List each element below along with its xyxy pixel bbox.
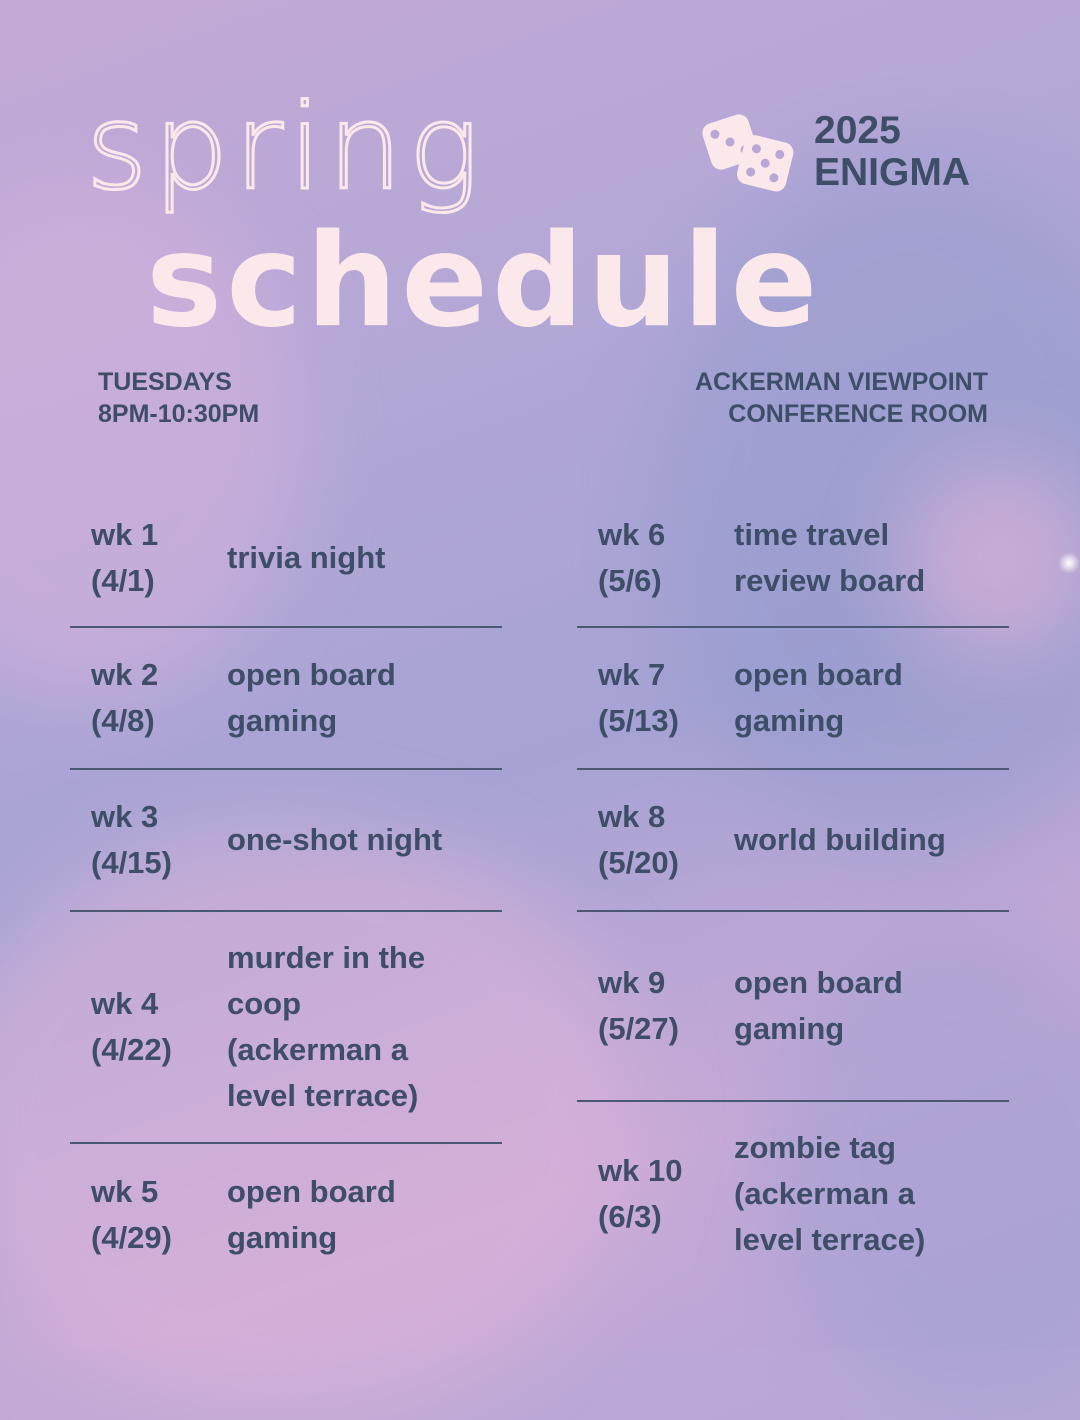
schedule-row [577,490,1009,626]
year-label: 2025 [814,109,901,152]
week-number: wk 6 [598,517,666,552]
week-date: (4/29) [91,1220,172,1255]
event-name [227,817,497,863]
week-label [91,1169,221,1261]
event-name [734,652,1004,744]
event-name-line: gaming [227,703,338,738]
schedule-row [70,628,502,768]
event-name [227,535,497,581]
week-date: (6/3) [598,1199,662,1234]
week-number: wk 1 [91,517,159,552]
week-date: (4/8) [91,703,155,738]
event-name [734,1125,1004,1263]
week-label [598,960,728,1052]
event-name-line: (ackerman a [734,1176,915,1211]
event-name-line: time travel [734,517,890,552]
event-name-line: trivia night [227,540,386,575]
week-label [598,1148,728,1240]
event-name-line: coop [227,986,302,1021]
event-name-line: one-shot night [227,822,443,857]
location-line-2: CONFERENCE ROOM [728,400,988,428]
event-name-line: world building [734,822,946,857]
event-name-line: open board [227,657,396,692]
event-name-line: level terrace) [734,1222,926,1257]
week-number: wk 10 [598,1153,683,1188]
schedule-row [70,770,502,910]
week-label [598,512,728,604]
week-label [91,512,221,604]
week-number: wk 2 [91,657,159,692]
meeting-time [98,366,259,430]
week-number: wk 4 [91,986,159,1021]
schedule-column-right [577,490,1009,1286]
week-label [91,794,221,886]
sparkle-icon [1058,552,1080,574]
schedule-row [70,490,502,626]
week-number: wk 3 [91,799,159,834]
week-number: wk 7 [598,657,666,692]
schedule-column-left [70,490,502,1286]
event-name-line: murder in the [227,940,426,975]
meeting-location [695,366,988,430]
week-number: wk 8 [598,799,666,834]
schedule-row [577,912,1009,1100]
event-name [227,652,497,744]
week-date: (5/13) [598,703,679,738]
event-name-line: open board [734,657,903,692]
meeting-hours: 8PM-10:30PM [98,400,260,428]
event-name-line: gaming [227,1220,338,1255]
event-name-line: gaming [734,1011,845,1046]
dice-icon [700,108,796,196]
week-label [91,981,221,1073]
week-number: wk 5 [91,1174,159,1209]
week-date: (4/22) [91,1032,172,1067]
week-number: wk 9 [598,965,666,1000]
event-name-line: gaming [734,703,845,738]
schedule-row [577,770,1009,910]
title-schedule: schedule [146,207,822,356]
event-name-line: zombie tag [734,1130,896,1165]
event-name-line: open board [734,965,903,1000]
schedule-row [577,1102,1009,1286]
event-name [734,512,1004,604]
week-date: (5/27) [598,1011,679,1046]
event-name-line: review board [734,563,926,598]
week-date: (5/6) [598,563,662,598]
event-name [734,960,1004,1052]
event-name [227,1169,497,1261]
title-spring: spring [86,78,486,216]
week-label [91,652,221,744]
location-line-1: ACKERMAN VIEWPOINT [694,368,988,396]
schedule-row [70,1144,502,1286]
event-name [734,817,1004,863]
schedule-row [577,628,1009,768]
week-label [598,794,728,886]
year-org-block [814,110,970,194]
org-name: ENIGMA [814,151,970,194]
event-name [227,935,497,1119]
schedule-row [70,912,502,1142]
event-name-line: level terrace) [227,1078,419,1113]
event-name-line: open board [227,1174,396,1209]
week-date: (4/15) [91,845,172,880]
week-date: (4/1) [91,563,155,598]
event-name-line: (ackerman a [227,1032,408,1067]
week-label [598,652,728,744]
week-date: (5/20) [598,845,679,880]
meeting-day: TUESDAYS [98,368,232,396]
